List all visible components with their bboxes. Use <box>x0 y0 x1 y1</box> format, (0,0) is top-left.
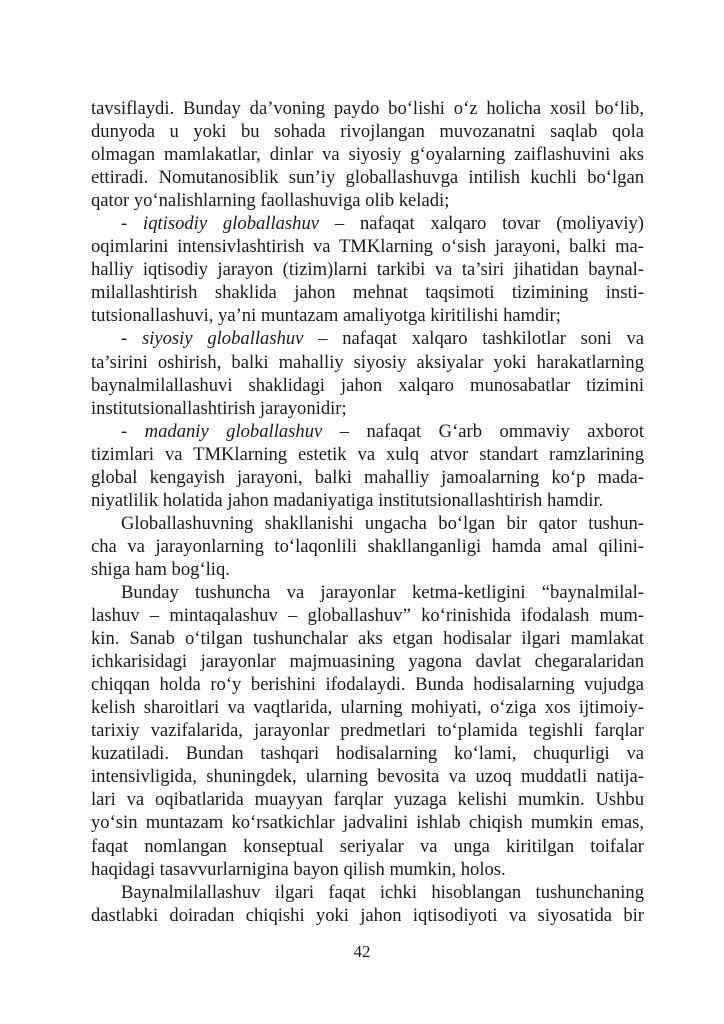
text-line <box>91 811 644 834</box>
text-line <box>91 489 644 512</box>
text-line <box>91 650 644 673</box>
text-line <box>91 374 644 397</box>
text-line <box>91 535 644 558</box>
line-text: halliy iqtisodiy jarayon (tizim)larni tarkibi va ta’siri jihatidan baynal- <box>91 259 644 281</box>
text-line <box>91 212 644 235</box>
line-text: yo‘sin muntazam ko‘rsatkichlar jadvalini ishlab chiqish mumkin emas, <box>91 812 644 834</box>
line-text: dastlabki doiradan chiqishi yoki jahon iqtisodiyoti va siyosatida bir <box>91 904 644 926</box>
text-line <box>91 466 644 489</box>
line-text: shiga ham bog‘liq. <box>91 558 230 580</box>
line-text: niyatlilik holatida jahon madaniyatiga institutsionallashtirish hamdir. <box>91 489 604 511</box>
line-text: haqidagi tasavvurlarnigina bayon qilish mumkin, holos. <box>91 858 506 880</box>
line-text: Bunday tushuncha va jarayonlar ketma-ketligini “baynalmilal- <box>121 581 644 603</box>
line-text: cha va jarayonlarning to‘laqonlili shakllanganligi hamda amal qilini- <box>91 535 644 557</box>
text-line <box>91 120 644 143</box>
line-text: oqimlarini intensivlashtirish va TMKlarning o‘sish jarayoni, balki ma- <box>91 236 644 258</box>
line-text: tarixiy vazifalarida, jarayonlar predmetlari to‘plamida tegishli farqlar <box>91 720 644 742</box>
text-line <box>91 166 644 189</box>
line-text: Baynalmilallashuv ilgari faqat ichki hisoblangan tushunchaning <box>121 881 644 903</box>
line-text: kuzatiladi. Bundan tashqari hodisalarning ko‘lami, chuqurligi va <box>91 743 644 765</box>
text-line <box>91 235 644 258</box>
text-line <box>91 443 644 466</box>
line-text: – nafaqat xalqaro tashkilotlar soni va <box>303 328 644 350</box>
text-line <box>91 327 644 350</box>
line-text: ichkarisidagi jarayonlar majmuasining yagona davlat chegaralaridan <box>91 651 644 673</box>
text-line <box>91 765 644 788</box>
text-line <box>91 512 644 535</box>
term-italic: iqtisodiy globallashuv <box>143 213 319 235</box>
line-text: olmagan mamlakatlar, dinlar va siyosiy g‘oyalarning zaiflashuvini aks <box>91 144 644 166</box>
text-line <box>91 581 644 604</box>
text-line <box>91 673 644 696</box>
line-text: – nafaqat xalqaro tovar (moliyaviy) <box>319 213 644 235</box>
line-text: – nafaqat G‘arb ommaviy axborot <box>322 420 645 442</box>
text-line <box>91 189 644 212</box>
list-dash: - <box>121 213 144 235</box>
text-line <box>91 258 644 281</box>
line-text: qator yo‘nalishlarning faollashuviga olib keladi; <box>91 190 450 212</box>
line-text: lashuv – mintaqalashuv – globallashuv” ko‘rinishida ifodalash mum- <box>91 605 644 627</box>
line-text: baynalmilallashuvi shaklidagi jahon xalqaro munosabatlar tizimini <box>91 374 644 396</box>
line-text: ettiradi. Nomutanosiblik sun’iy globallashuvga intilish kuchli bo‘lgan <box>91 167 644 189</box>
line-text: ta’sirini oshirish, balki mahalliy siyosiy aksiyalar yoki harakatlarning <box>91 351 644 373</box>
line-text: dunyoda u yoki bu sohada rivojlangan muvozanatni saqlab qola <box>91 121 644 143</box>
line-text: kelish sharoitlari va vaqtlarida, ularning mohiyati, o‘ziga xos ijtimoiy- <box>91 697 644 719</box>
text-line <box>91 788 644 811</box>
line-text: faqat nomlangan konseptual seriyalar va unga kiritilgan toifalar <box>91 835 644 857</box>
text-line <box>91 558 644 581</box>
text-line <box>91 143 644 166</box>
text-line <box>91 281 644 304</box>
line-text: intensivligida, shuningdek, ularning bevosita va uzoq muddatli natija- <box>91 766 644 788</box>
list-dash: - <box>121 420 145 442</box>
term-italic: siyosiy globallashuv <box>141 328 304 350</box>
text-line <box>91 351 644 374</box>
text-line <box>91 719 644 742</box>
page-number: 42 <box>353 942 371 961</box>
term-italic: madaniy globallashuv <box>144 420 323 442</box>
text-line <box>91 604 644 627</box>
line-text: tutsionallashuvi, ya’ni muntazam amaliyotga kiritilishi hamdir; <box>91 305 561 327</box>
line-text: chiqqan holda ro‘y berishini ifodalaydi. Bunda hodisalarning vujudga <box>91 674 644 696</box>
page-body <box>91 97 644 927</box>
text-line <box>91 97 644 120</box>
list-dash: - <box>121 328 142 350</box>
text-line <box>91 627 644 650</box>
text-line <box>91 881 644 904</box>
text-line <box>91 835 644 858</box>
text-line <box>91 858 644 881</box>
line-text: global kengayish jarayoni, balki mahalliy jamoalarning ko‘p mada- <box>91 466 644 488</box>
line-text: Globallashuvning shakllanishi ungacha bo‘lgan bir qator tushun- <box>121 512 644 534</box>
line-text: institutsionallashtirish jarayonidir; <box>91 397 347 419</box>
line-text: lari va oqibatlarida muayyan farqlar yuzaga kelishi mumkin. Ushbu <box>91 789 644 811</box>
text-line <box>91 696 644 719</box>
text-line <box>91 420 644 443</box>
text-line <box>91 742 644 765</box>
line-text: tavsiflaydi. Bunday da’voning paydo bo‘lishi o‘z holicha xosil bo‘lib, <box>91 98 644 119</box>
text-line <box>91 397 644 420</box>
line-text: tizimlari va TMKlarning estetik va xulq atvor standart ramzlarining <box>91 443 644 465</box>
line-text: kin. Sanab o‘tilgan tushunchalar aks etgan hodisalar ilgari mamlakat <box>91 628 644 650</box>
text-line <box>91 304 644 327</box>
line-text: milallashtirish shaklida jahon mehnat taqsimoti tizimining insti- <box>91 282 644 304</box>
text-line <box>91 904 644 927</box>
